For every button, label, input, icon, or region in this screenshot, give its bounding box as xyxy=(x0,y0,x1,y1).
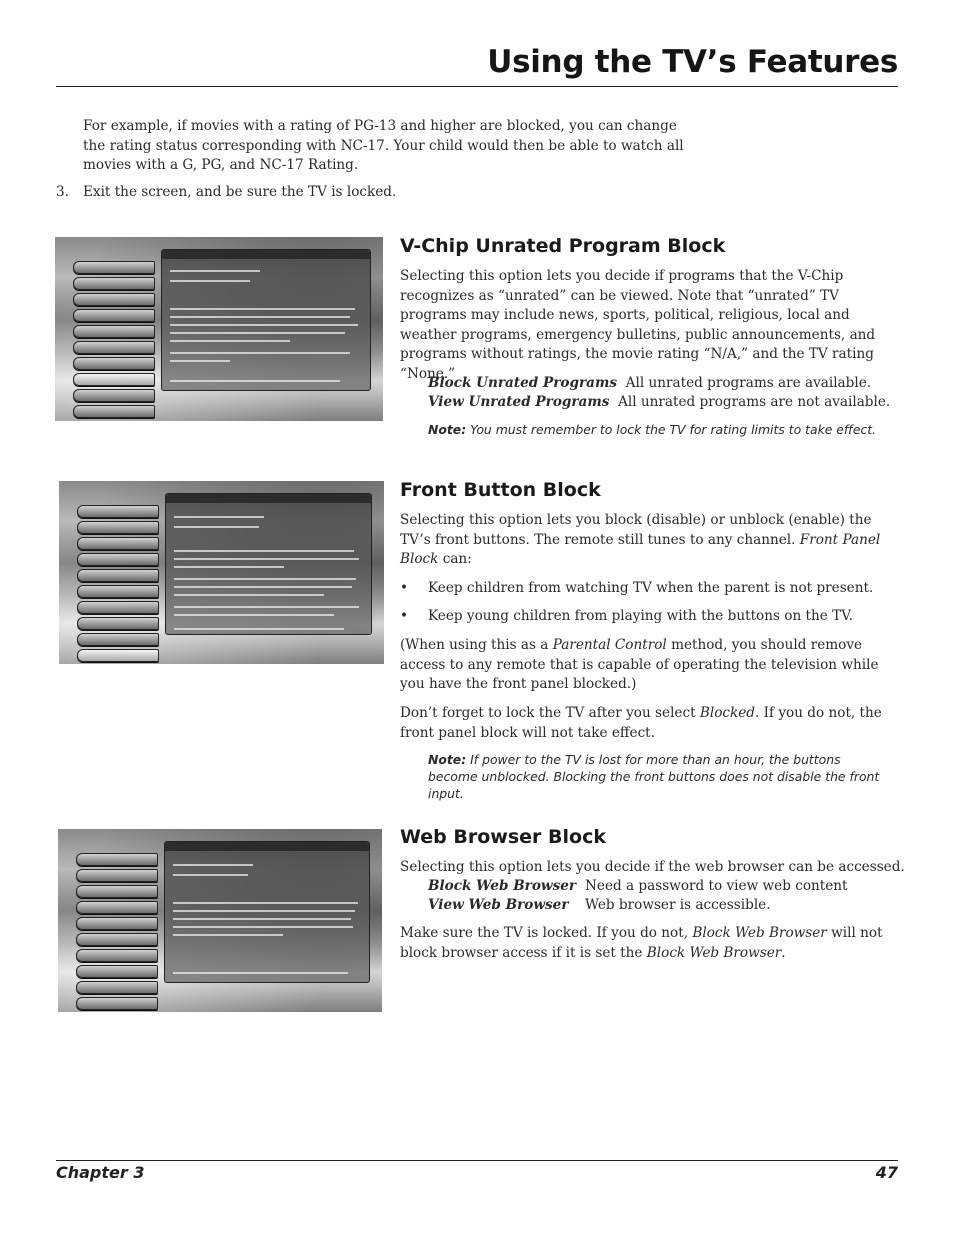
front-heading: Front Button Block xyxy=(400,479,601,501)
text-segment: (When using this as a xyxy=(400,637,549,653)
page-number: 47 xyxy=(875,1163,898,1182)
intro-paragraph: For example, if movies with a rating of PG-13 and higher are blocked, you can change the rating status corresponding with NC-17. Your child would then be able to watch all movies with a G, PG, and NC-17 Rating. xyxy=(83,118,684,173)
option-desc: All unrated programs are not available. xyxy=(618,394,891,410)
footer-rule xyxy=(56,1160,898,1161)
option-term: Block Unrated Programs xyxy=(428,375,617,391)
web-final-paragraph xyxy=(400,924,900,963)
page-title: Using the TV’s Features xyxy=(487,44,898,80)
vchip-option-block xyxy=(428,374,871,393)
option-desc: Need a password to view web content xyxy=(585,878,848,894)
header-rule xyxy=(56,86,898,87)
text-italic: Block Web Browser xyxy=(692,925,827,941)
text-italic: Block Web Browser xyxy=(646,944,782,961)
option-desc: All unrated programs are available. xyxy=(625,375,872,391)
front-paragraph xyxy=(400,511,905,570)
front-lock-paragraph xyxy=(400,704,900,743)
text-segment: . If you do not, the front panel block will not take effect. xyxy=(400,705,882,741)
front-bullet xyxy=(400,579,900,598)
vchip-option-view xyxy=(428,393,890,412)
step-text: Exit the screen, and be sure the TV is locked. xyxy=(83,184,397,200)
front-parental-paragraph xyxy=(400,636,905,695)
front-button-screenshot xyxy=(59,481,384,664)
note-label: Note: xyxy=(428,752,467,767)
text-italic: Blocked xyxy=(699,705,755,721)
web-option-view xyxy=(428,896,771,915)
vchip-heading: V-Chip Unrated Program Block xyxy=(400,235,726,257)
option-term: View Web Browser xyxy=(428,897,569,913)
text-italic: Front Panel Block xyxy=(400,531,881,567)
text-segment: can: xyxy=(442,551,472,567)
step-number: 3. xyxy=(56,184,69,200)
bullet-text: Keep children from watching TV when the parent is not present. xyxy=(428,580,874,596)
text-italic: Parental Control xyxy=(552,637,667,653)
option-desc: Web browser is accessible. xyxy=(585,897,771,913)
option-term: Block Web Browser xyxy=(428,878,577,894)
text-segment: Make sure the TV is locked. If you do not, xyxy=(400,925,689,941)
web-paragraph: Selecting this option lets you decide if the web browser can be accessed. xyxy=(400,859,905,875)
text-segment: . xyxy=(781,944,786,961)
bullet-symbol: • xyxy=(400,580,409,596)
text-segment: will not block browser access if it is set the xyxy=(400,925,883,961)
note-text: If power to the TV is lost for more than an hour, the buttons become unblocked. Blocking the front buttons does not disable the front input. xyxy=(428,752,880,801)
vchip-screenshot xyxy=(55,237,383,421)
web-option-block xyxy=(428,877,848,896)
vchip-note xyxy=(428,421,878,438)
web-heading: Web Browser Block xyxy=(400,826,606,848)
bullet-text: Keep young children from playing with the buttons on the TV. xyxy=(428,608,853,624)
front-bullet xyxy=(400,607,900,626)
footer-chapter: Chapter 3 xyxy=(56,1163,145,1182)
vchip-paragraph: Selecting this option lets you decide if programs that the V-Chip recognizes as “unrated” can be viewed. Note that “unrated” TV programs may include news, sports, political, religious, local and weather programs, emergency bulletins, public announcements, and programs without ratings, the movie rating “N/A,” and the TV rating “None.” xyxy=(400,268,876,382)
text-segment: Don’t forget to lock the TV after you select xyxy=(400,705,696,721)
note-text: You must remember to lock the TV for rating limits to take effect. xyxy=(470,422,877,437)
text-segment: Selecting this option lets you block (disable) or unblock (enable) the TV’s front buttons. The remote still tunes to any channel. xyxy=(400,512,872,548)
bullet-symbol: • xyxy=(400,608,409,624)
text-segment: method, you should remove access to any remote that is capable of operating the television while you have the front panel blocked.) xyxy=(400,637,879,692)
web-browser-screenshot xyxy=(58,829,382,1012)
option-term: View Unrated Programs xyxy=(428,394,610,410)
note-label: Note: xyxy=(428,422,467,437)
front-note xyxy=(428,751,883,802)
